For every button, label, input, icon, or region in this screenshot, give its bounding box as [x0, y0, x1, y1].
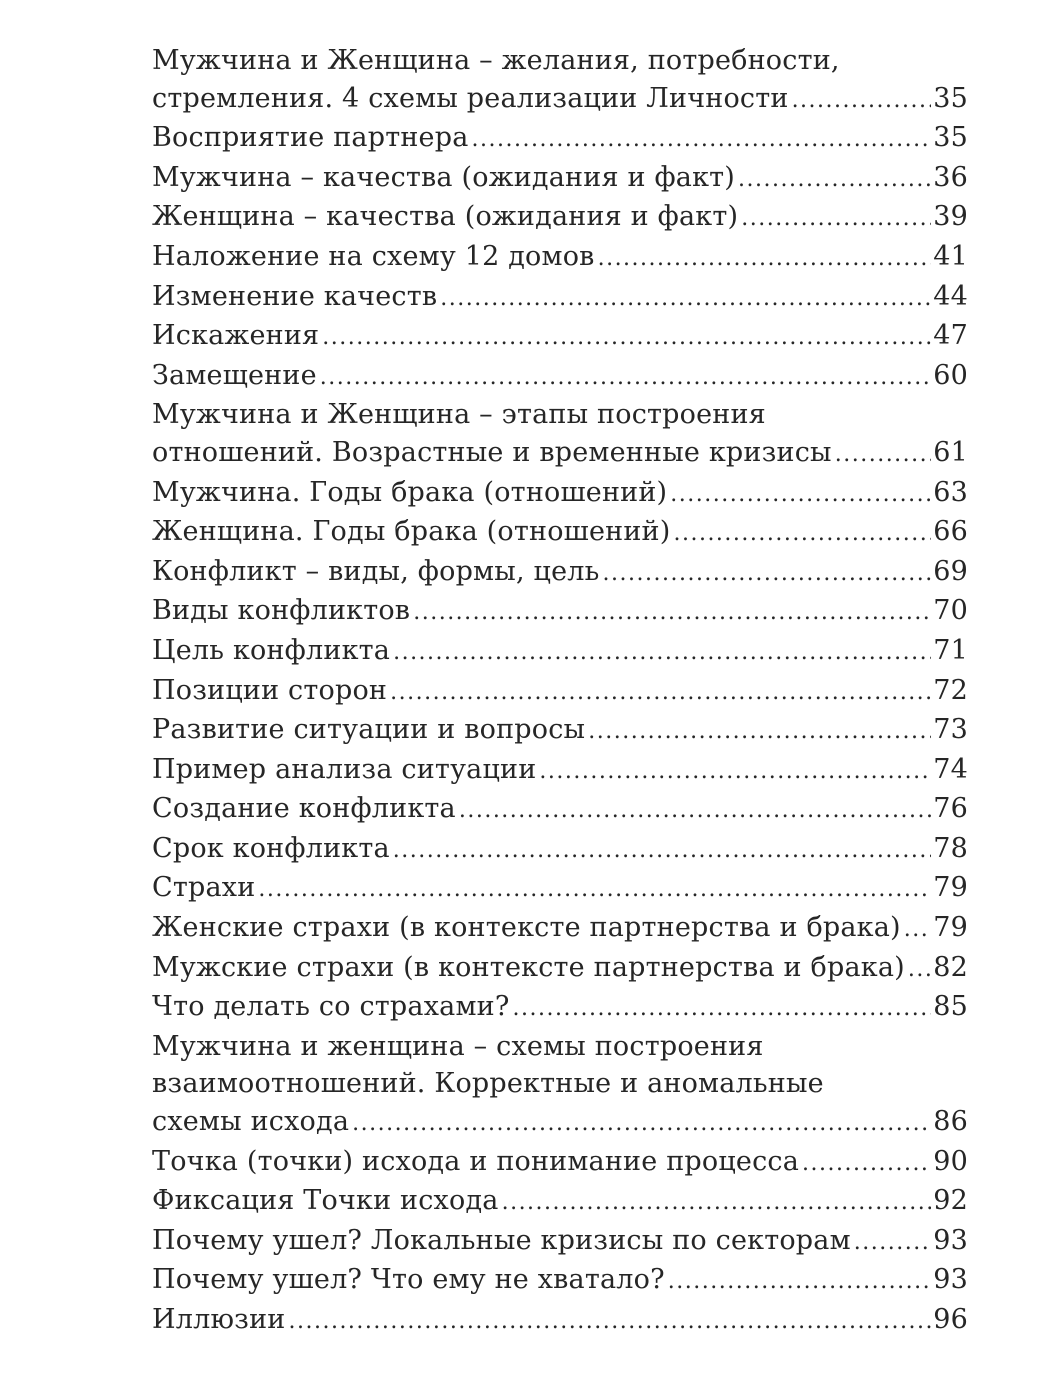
toc-entry-line-final [152, 949, 968, 989]
toc-entry-title: Развитие ситуации и вопросы [152, 714, 586, 746]
toc-entry-line-final [152, 592, 968, 632]
toc-entry [152, 790, 968, 830]
dot-leader [513, 990, 932, 1028]
dot-leader [502, 1184, 932, 1222]
toc-entry [152, 751, 968, 791]
toc-page-number: 39 [933, 201, 968, 233]
toc-entry-title: стремления. 4 схемы реализации Личности [152, 82, 789, 114]
toc-entry-line-final [152, 751, 968, 791]
toc-entry-title: Мужчина и женщина – схемы построения [152, 1030, 764, 1062]
toc-entry-line-final [152, 278, 968, 318]
toc-entry-title: Женщина. Годы брака (отношений) [152, 516, 671, 548]
toc-page-number: 92 [933, 1185, 968, 1217]
toc-entry-title: Искажения [152, 320, 320, 352]
toc-page-number: 36 [933, 161, 968, 193]
toc-page-number: 72 [933, 674, 968, 706]
toc-entry [152, 396, 968, 473]
toc-entry-title: взаимоотношений. Корректные и аномальные [152, 1068, 824, 1100]
toc-entry-line-final [152, 711, 968, 751]
toc-entry [152, 553, 968, 593]
toc-page-number: 70 [933, 595, 968, 627]
toc-entry [152, 909, 968, 949]
toc-entry [152, 1182, 968, 1222]
toc-entry-title: схемы исхода [152, 1106, 350, 1138]
toc-page-number: 35 [933, 122, 968, 154]
toc-entry-title: Наложение на схему 12 домов [152, 240, 595, 272]
toc-entry-title: Иллюзии [152, 1304, 286, 1335]
toc-entry-line-final [152, 1261, 968, 1301]
toc-entry [152, 198, 968, 238]
toc-entry-line-final [152, 513, 968, 553]
dot-leader [673, 515, 931, 553]
toc-entry-line-final [152, 1222, 968, 1262]
toc-entry [152, 1222, 968, 1262]
dot-leader [352, 1105, 931, 1143]
toc-entry [152, 474, 968, 514]
dot-leader [598, 240, 932, 278]
toc-page-number: 71 [933, 634, 968, 666]
toc-entry [152, 119, 968, 159]
toc-entry-line-final [152, 317, 968, 357]
toc-entry-title: отношений. Возрастные и временные кризисы [152, 436, 832, 468]
toc-entry-title: Цель конфликта [152, 634, 391, 666]
toc-page-number: 93 [933, 1224, 968, 1256]
dot-leader [320, 359, 931, 397]
toc-entry-line-final [152, 672, 968, 712]
toc-entry [152, 1028, 968, 1143]
dot-leader [802, 1145, 931, 1183]
toc-entry-title: Почему ушел? Локальные кризисы по секторам [152, 1224, 851, 1256]
toc-page-number: 35 [933, 82, 968, 114]
dot-leader [908, 951, 931, 989]
dot-leader [393, 634, 931, 672]
dot-leader [588, 713, 931, 751]
toc-entry-line-final [152, 988, 968, 1028]
toc-page-number: 66 [933, 516, 968, 548]
toc-entry [152, 711, 968, 751]
toc-entry-title: Фиксация Точки исхода [152, 1185, 499, 1217]
toc-entry-title: Создание конфликта [152, 793, 456, 825]
toc-page-number: 82 [933, 951, 968, 983]
toc-entry-line-final [152, 869, 968, 909]
toc-page-number: 73 [933, 714, 968, 746]
dot-leader [472, 121, 932, 159]
toc-entry-line [152, 1065, 968, 1103]
toc-entry-line-final [152, 1182, 968, 1222]
toc-entry-title: Пример анализа ситуации [152, 753, 537, 785]
dot-leader [854, 1224, 931, 1262]
toc-entry [152, 592, 968, 632]
toc-entry [152, 513, 968, 553]
toc-entry [152, 278, 968, 318]
toc-entry-title: Позиции сторон [152, 674, 388, 706]
toc-page-number: 76 [933, 793, 968, 825]
toc-entry-line-final [152, 238, 968, 278]
toc-entry [152, 1261, 968, 1301]
toc-entry-line [152, 1028, 968, 1066]
toc-entry-title: Почему ушел? Что ему не хватало? [152, 1264, 665, 1296]
toc-page-number: 90 [933, 1145, 968, 1177]
toc-page-number: 47 [933, 320, 968, 352]
toc-entry-line-final [152, 1103, 968, 1143]
toc-entry-title: Восприятие партнера [152, 122, 469, 154]
toc-entry-title: Точка (точки) исхода и понимание процесса [152, 1145, 800, 1177]
toc-entry-line-final [152, 434, 968, 474]
dot-leader [322, 319, 931, 357]
toc-entry-title: Изменение качеств [152, 280, 438, 312]
dot-leader [835, 436, 932, 474]
toc-page-number: 41 [933, 240, 968, 272]
toc-entry-line-final [152, 80, 968, 120]
toc-entry-line-final [152, 474, 968, 514]
dot-leader [738, 161, 931, 199]
toc-page-number: 44 [933, 280, 968, 312]
toc-entry [152, 632, 968, 672]
toc-page-number: 69 [933, 555, 968, 587]
toc-entry-title: Что делать со страхами? [152, 991, 510, 1023]
toc-entry-title: Мужчина и Женщина – желания, потребности, [152, 45, 840, 76]
toc-page-number: 79 [933, 872, 968, 904]
toc-entry-line-final [152, 1143, 968, 1183]
toc-entry [152, 238, 968, 278]
toc-entry-line-final [152, 553, 968, 593]
toc-page-number: 78 [933, 832, 968, 864]
toc-entry-line-final [152, 632, 968, 672]
toc-entry-title: Мужчина. Годы брака (отношений) [152, 476, 668, 508]
toc-page-number: 93 [933, 1264, 968, 1296]
toc-entry-line-final [152, 119, 968, 159]
toc-entry-title: Мужчина – качества (ожидания и факт) [152, 161, 736, 193]
dot-leader [390, 674, 931, 712]
dot-leader [393, 832, 931, 870]
toc-entry-title: Женские страхи (в контексте партнерства и брака) [152, 912, 901, 944]
dot-leader [258, 871, 931, 909]
toc-entry-line-final [152, 909, 968, 949]
dot-leader [792, 82, 932, 120]
toc-entry-line [152, 42, 968, 80]
toc-entry-title: Женщина – качества (ожидания и факт) [152, 201, 739, 233]
toc-entry [152, 869, 968, 909]
toc-page-number: 96 [933, 1304, 968, 1335]
toc-entry [152, 830, 968, 870]
toc-entry-title: Виды конфликтов [152, 595, 411, 627]
table-of-contents [152, 42, 968, 1341]
toc-entry [152, 988, 968, 1028]
dot-leader [670, 476, 931, 514]
toc-entry-line-final [152, 198, 968, 238]
dot-leader [440, 280, 931, 318]
toc-entry [152, 949, 968, 989]
toc-entry [152, 1301, 968, 1341]
toc-entry-line-final [152, 357, 968, 397]
toc-entry-title: Замещение [152, 359, 317, 391]
toc-entry-line-final [152, 790, 968, 830]
dot-leader [904, 911, 931, 949]
toc-entry [152, 357, 968, 397]
toc-page-number: 60 [933, 359, 968, 391]
toc-page-number: 85 [933, 991, 968, 1023]
toc-entry [152, 672, 968, 712]
dot-leader [459, 792, 931, 830]
dot-leader [539, 753, 931, 791]
toc-entry-line [152, 396, 968, 434]
toc-entry-line-final [152, 159, 968, 199]
dot-leader [413, 594, 931, 632]
toc-entry [152, 1143, 968, 1183]
toc-entry-title: Мужчина и Женщина – этапы построения [152, 399, 766, 431]
toc-page-number: 74 [933, 753, 968, 785]
toc-entry [152, 42, 968, 119]
dot-leader [741, 200, 931, 238]
toc-entry-title: Страхи [152, 872, 256, 904]
toc-entry-title: Мужские страхи (в контексте партнерства и брака) [152, 951, 905, 983]
toc-page-number: 63 [933, 476, 968, 508]
dot-leader [668, 1263, 931, 1301]
dot-leader [603, 555, 932, 593]
toc-page-number: 86 [933, 1106, 968, 1138]
toc-entry-title: Конфликт – виды, формы, цель [152, 555, 600, 587]
toc-entry [152, 317, 968, 357]
dot-leader [288, 1303, 931, 1341]
toc-entry [152, 159, 968, 199]
toc-page-number: 61 [933, 436, 968, 468]
toc-entry-line-final [152, 830, 968, 870]
toc-entry-title: Срок конфликта [152, 832, 390, 864]
toc-page-number: 79 [933, 912, 968, 944]
toc-entry-line-final [152, 1301, 968, 1341]
